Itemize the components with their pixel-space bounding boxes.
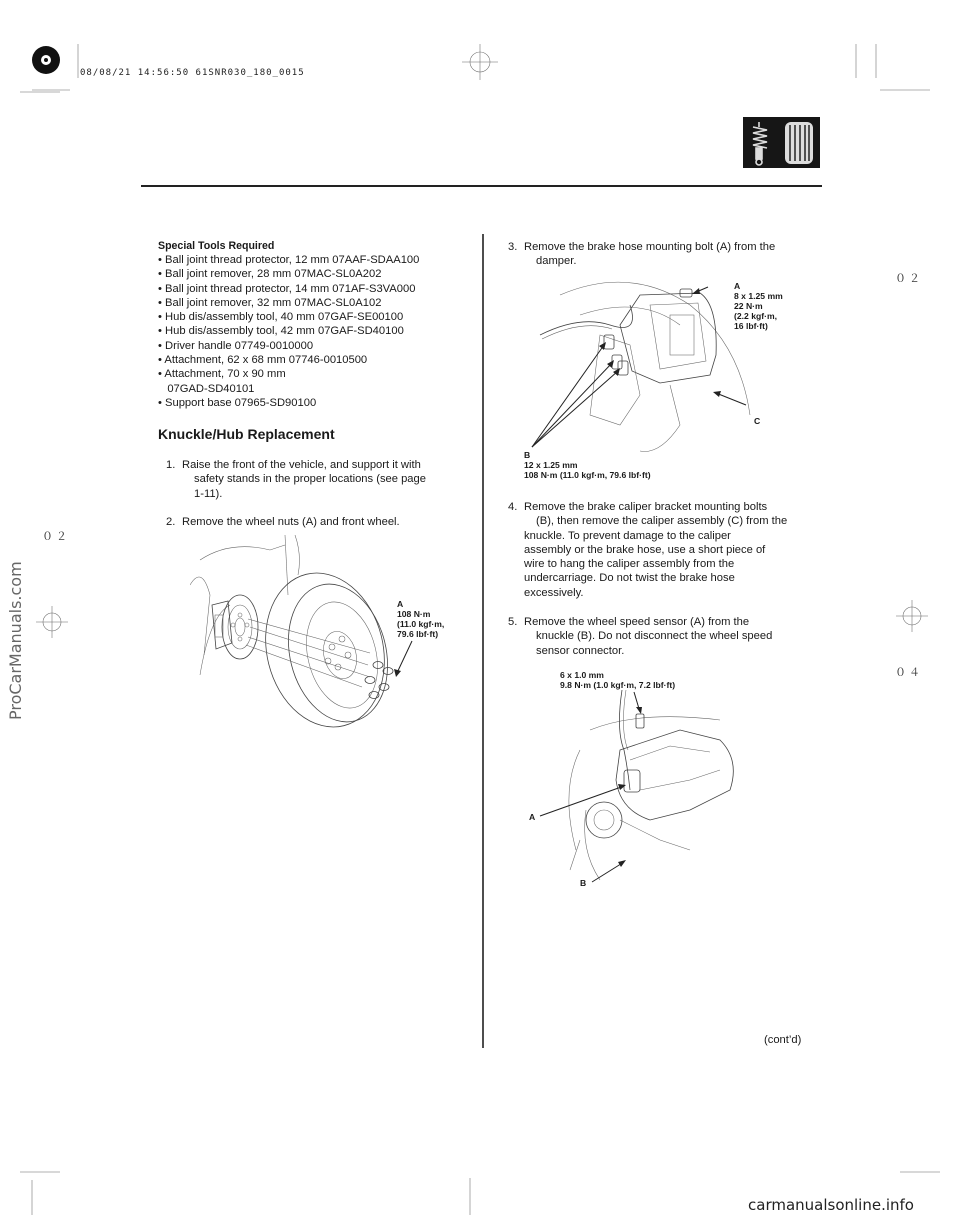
step-text-line: Raise the front of the vehicle, and support it with <box>182 459 421 471</box>
list-item: • Ball joint remover, 28 mm 07MAC-SL0A202 <box>158 268 382 281</box>
step-text-line: (B), then remove the caliper assembly (C) from the <box>536 515 788 528</box>
callout-bracket-bolts: B 12 x 1.25 mm 108 N·m (11.0 kgf·m, 79.6 lbf·ft) <box>524 450 651 480</box>
step-text-line: assembly or the brake hose, use a short piece of <box>524 543 766 556</box>
special-tools-heading: Special Tools Required <box>158 240 275 252</box>
step-number: 5. <box>508 616 518 628</box>
list-item: • Hub dis/assembly tool, 40 mm 07GAF-SE00100 <box>158 311 404 324</box>
step-text-line: Remove the brake hose mounting bolt (A) from the <box>524 241 776 253</box>
step-text-line: undercarriage. Do not twist the brake hose <box>524 572 735 585</box>
step-number: 1. <box>166 459 176 471</box>
margin-code: ０２ <box>42 530 70 543</box>
step-text-line: wire to hang the caliper assembly from the <box>524 558 735 571</box>
step-text-line: Remove the wheel speed sensor (A) from the <box>524 616 750 628</box>
section-title: Knuckle/Hub Replacement <box>158 426 335 442</box>
callout-knuckle: B <box>580 878 587 888</box>
wheel-speed-sensor-illustration <box>520 690 780 890</box>
callout-hose-bolt: A 8 x 1.25 mm 22 N·m (2.2 kgf·m, 16 lbf·ft) <box>734 281 783 331</box>
crosshair-icon <box>462 44 498 80</box>
list-item: • Attachment, 62 x 68 mm 07746-0010500 <box>158 354 368 367</box>
step-text-line: Remove the wheel nuts (A) and front wheel. <box>182 516 400 528</box>
margin-code: ０２ <box>895 272 923 285</box>
list-item: • Driver handle 07749-0010000 <box>158 339 314 352</box>
step-text-line: damper. <box>536 255 577 268</box>
margin-code: ０４ <box>895 666 923 679</box>
special-tools-list <box>158 253 419 410</box>
list-item: • Ball joint thread protector, 12 mm 07AAF-SDAA100 <box>158 254 420 266</box>
step-text-line: Remove the brake caliper bracket mounting bolts <box>524 501 768 513</box>
list-item: • Ball joint remover, 32 mm 07MAC-SL0A102 <box>158 296 382 309</box>
suspension-icon <box>743 117 820 168</box>
step-text-line: knuckle (B). Do not disconnect the wheel speed <box>536 630 773 643</box>
list-item: • Hub dis/assembly tool, 42 mm 07GAF-SD40100 <box>158 325 404 338</box>
callout-sensor: A <box>529 812 536 822</box>
step-text-line: sensor connector. <box>536 644 625 657</box>
callout-sensor-bolt: 6 x 1.0 mm 9.8 N·m (1.0 kgf·m, 7.2 lbf·ft) <box>560 670 676 690</box>
footer-watermark: carmanualsonline.info <box>748 1196 914 1214</box>
callout-wheel-nuts: A 108 N·m (11.0 kgf·m, 79.6 lbf·ft) <box>397 599 445 639</box>
step-text-line: excessively. <box>524 586 584 599</box>
step-number: 2. <box>166 516 176 528</box>
registration-target-icon <box>32 46 60 74</box>
list-item: 07GAD-SD40101 <box>158 382 255 395</box>
list-item: • Support base 07965-SD90100 <box>158 396 317 409</box>
continued-marker: (cont’d) <box>764 1034 802 1046</box>
step-text-line: knuckle. To prevent damage to the caliper <box>524 529 731 542</box>
step-number: 4. <box>508 501 518 513</box>
side-watermark: ProCarManuals.com <box>6 561 25 720</box>
crosshair-icon <box>36 606 68 638</box>
list-item: • Ball joint thread protector, 14 mm 071AF-S3VA000 <box>158 282 416 295</box>
list-item: • Attachment, 70 x 90 mm <box>158 368 286 381</box>
step-text-line: safety stands in the proper locations (see page <box>194 473 426 486</box>
step-text-line: 1-11). <box>194 487 223 500</box>
crosshair-icon <box>896 600 928 632</box>
print-stamp: 08/08/21 14:56:50 61SNR030_180_0015 <box>80 68 305 78</box>
step-number: 3. <box>508 241 518 253</box>
callout-caliper-assembly: C <box>754 416 761 426</box>
